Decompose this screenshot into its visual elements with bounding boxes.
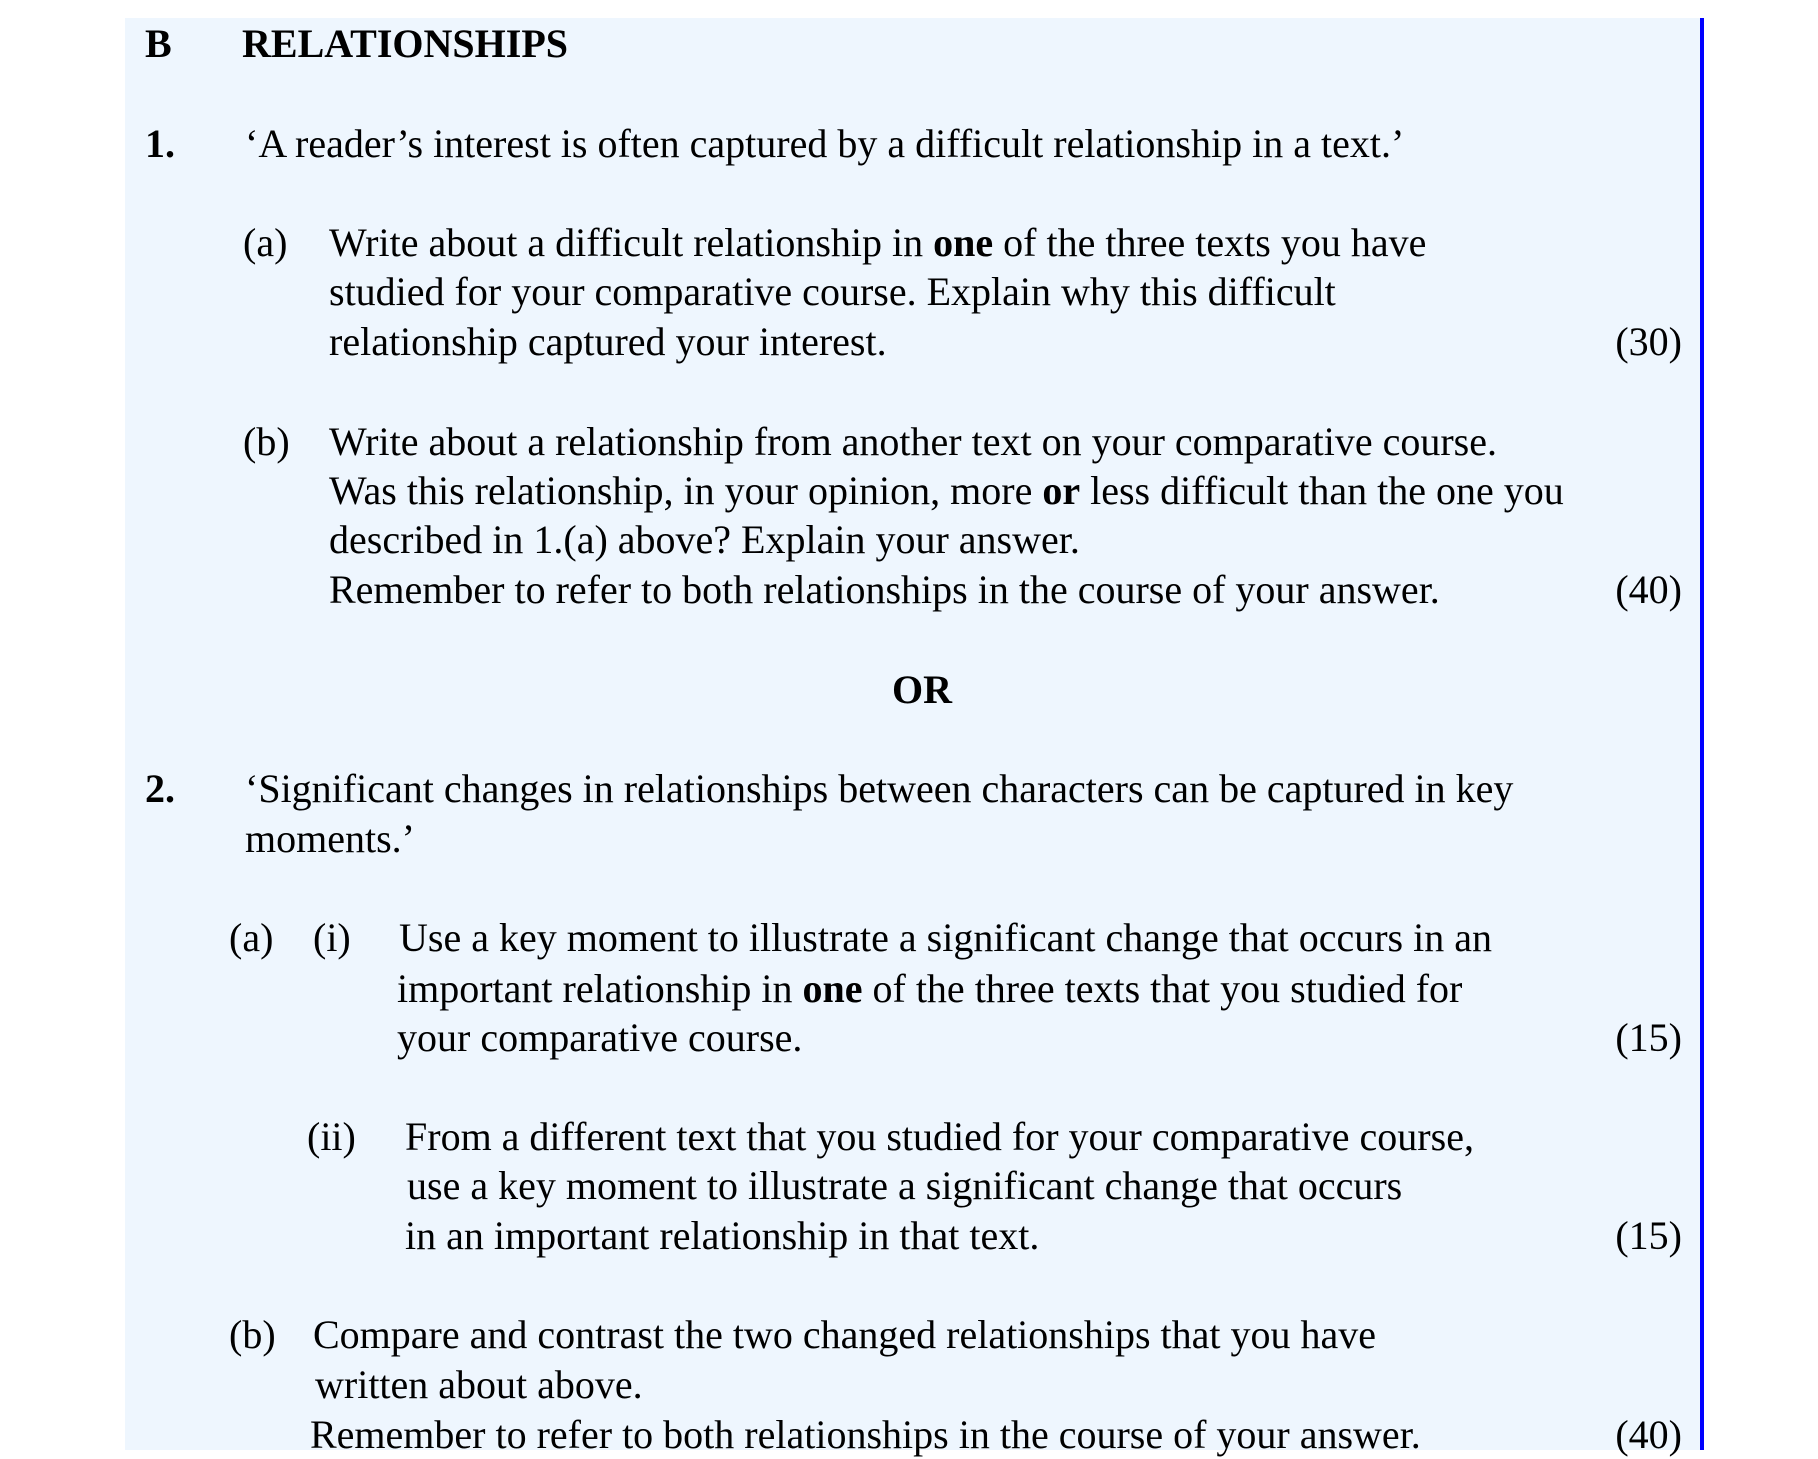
q2aii-line1: From a different text that you studied for your comparative course,: [405, 1114, 1474, 1159]
q2b-line2: written about above.: [315, 1362, 643, 1407]
q1b-label: (b): [243, 419, 290, 464]
q2ai-marks: (15): [1615, 1015, 1682, 1060]
q1b-marks: (40): [1615, 567, 1682, 612]
or-divider: OR: [892, 667, 952, 712]
q2ai-label: (i): [313, 915, 351, 960]
q1a-marks: (30): [1615, 319, 1682, 364]
section-letter: B: [145, 21, 172, 66]
question-2-number: 2.: [145, 766, 175, 811]
q1a-line3: relationship captured your interest.: [329, 319, 887, 364]
q2ai-line3: your comparative course.: [397, 1015, 803, 1060]
question-1-number: 1.: [145, 121, 175, 166]
q2aii-label: (ii): [307, 1114, 356, 1159]
q2aii-line2: use a key moment to illustrate a significant change that occurs: [407, 1163, 1403, 1208]
q2b-marks: (40): [1615, 1412, 1682, 1457]
section-title: RELATIONSHIPS: [242, 21, 569, 66]
q1b-line1: Write about a relationship from another text on your comparative course.: [329, 419, 1497, 464]
q2aii-line3: in an important relationship in that text.: [405, 1213, 1040, 1258]
q1b-line4: Remember to refer to both relationships in the course of your answer.: [329, 567, 1440, 612]
q2b-line1: Compare and contrast the two changed relationships that you have: [313, 1312, 1377, 1357]
q1a-line2: studied for your comparative course. Explain why this difficult: [329, 269, 1336, 314]
q2ai-line2: important relationship in one of the three texts that you studied for: [397, 966, 1463, 1011]
q2b-label: (b): [229, 1312, 276, 1357]
q2aii-marks: (15): [1615, 1213, 1682, 1258]
question-2-quote-line2: moments.’: [245, 816, 415, 861]
q1a-label: (a): [243, 220, 288, 265]
q1b-line3: described in 1.(a) above? Explain your answer.: [329, 517, 1080, 562]
q2ai-line1: Use a key moment to illustrate a significant change that occurs in an: [399, 915, 1492, 960]
q2a-label: (a): [229, 915, 274, 960]
q1a-line1: Write about a difficult relationship in one of the three texts you have: [329, 220, 1427, 265]
question-2-quote-line1: ‘Significant changes in relationships between characters can be captured in key: [245, 766, 1514, 811]
q2b-line3: Remember to refer to both relationships in the course of your answer.: [310, 1412, 1421, 1457]
q1b-line2: Was this relationship, in your opinion, more or less difficult than the one you: [329, 468, 1564, 513]
question-1-quote: ‘A reader’s interest is often captured by a difficult relationship in a text.’: [245, 121, 1405, 166]
